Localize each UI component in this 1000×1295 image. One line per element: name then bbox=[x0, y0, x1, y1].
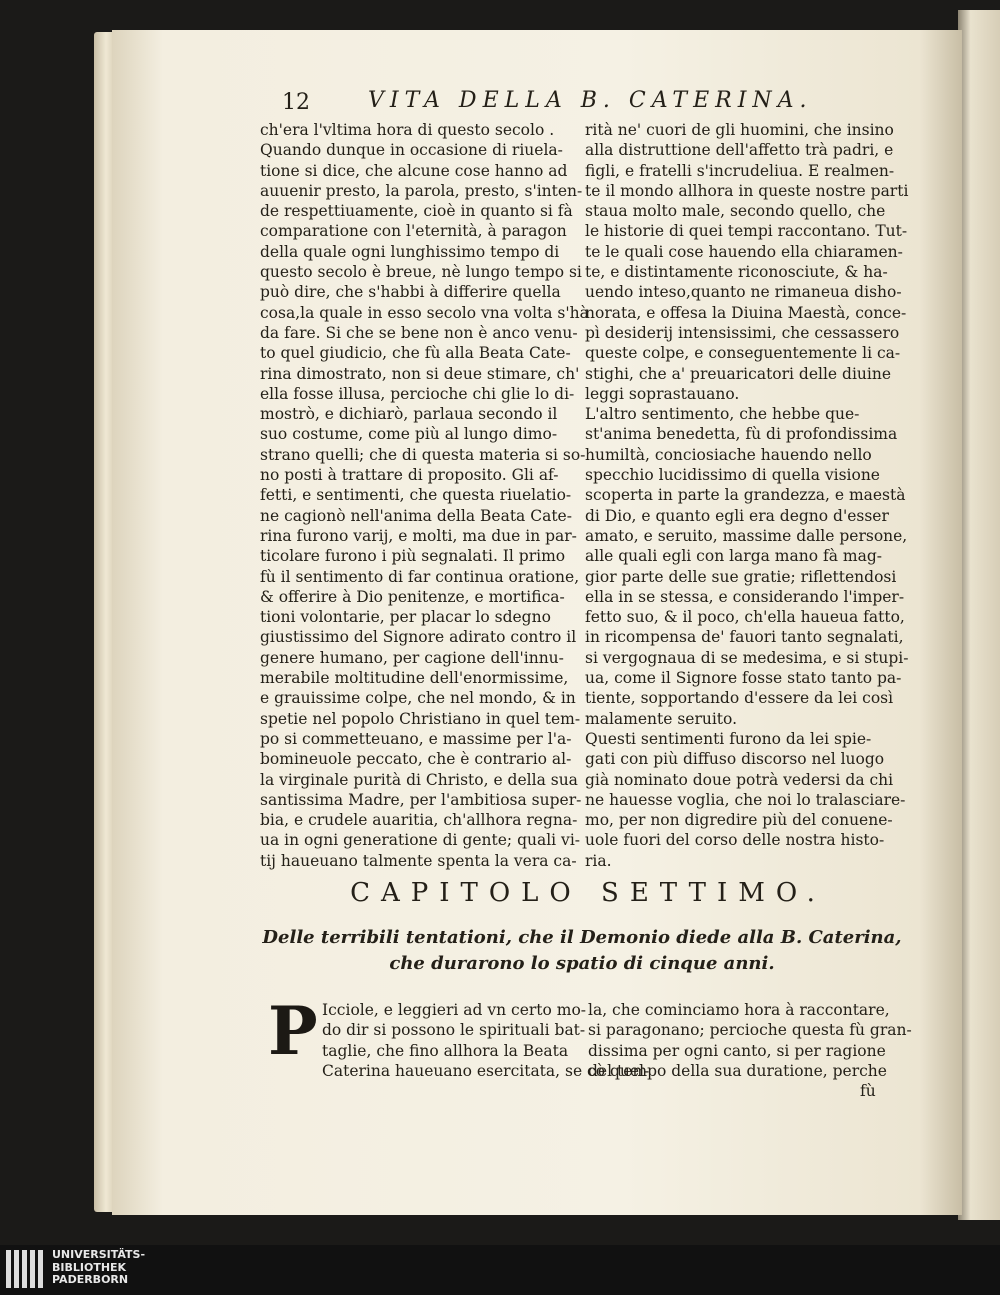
text-line: & offerire à Dio penitenze, e mortifica- bbox=[260, 587, 565, 606]
text-line: de respettiuamente, cioè in quanto si fà bbox=[260, 202, 573, 221]
library-line-2: BIBLIOTHEK bbox=[52, 1260, 127, 1274]
text-line: uole fuori del corso delle nostra histo- bbox=[585, 831, 885, 850]
text-line: la, che cominciamo hora à raccontare, bbox=[588, 1001, 890, 1019]
text-line: leggi soprastauano. bbox=[585, 384, 740, 403]
text-line: Questi sentimenti furono da lei spie- bbox=[585, 729, 872, 748]
running-title: VITA DELLA B. CATERINA. bbox=[368, 88, 813, 113]
text-line: santissima Madre, per l'ambitiosa super- bbox=[260, 790, 582, 809]
drop-cap: P bbox=[268, 992, 318, 1070]
facing-page-edge bbox=[958, 10, 1000, 1220]
text-line: la virginale purità di Christo, e della sua bbox=[260, 770, 578, 789]
text-line: fetti, e sentimenti, che questa riuelatio- bbox=[260, 486, 572, 505]
text-line: mostrò, e dichiarò, parlaua secondo il bbox=[260, 405, 558, 424]
text-line: bomineuole peccato, che è contrario al- bbox=[260, 750, 572, 769]
text-line: queste colpe, e conseguentemente li ca- bbox=[585, 344, 901, 363]
text-line: comparatione con l'eternità, à paragon bbox=[260, 222, 567, 241]
text-line: te, e distintamente riconosciute, & ha- bbox=[585, 263, 888, 282]
text-line: spetie nel popolo Christiano in quel tem- bbox=[260, 709, 581, 728]
text-line: do dir si possono le spirituali bat- bbox=[322, 1021, 586, 1040]
text-line: merabile moltitudine dell'enormissime, bbox=[260, 669, 569, 688]
text-line: amato, e seruito, massime dalle persone, bbox=[585, 526, 908, 545]
text-line: si paragonano; percioche questa fù gran- bbox=[588, 1021, 912, 1040]
text-line: ria. bbox=[585, 851, 612, 870]
text-line: rina furono varij, e molti, ma due in par- bbox=[260, 526, 577, 545]
text-line: può dire, che s'habbi à differire quella bbox=[260, 283, 561, 302]
text-line: rità ne' cuori de gli huomini, che insino bbox=[585, 121, 894, 139]
text-line: cosa,la quale in esso secolo vna volta s'hà bbox=[260, 303, 589, 322]
text-line: auuenir presto, la parola, presto, s'inten- bbox=[260, 181, 583, 200]
text-line: del tempo della sua duratione, perche bbox=[588, 1061, 887, 1080]
text-line: suo costume, come più al lungo dimo- bbox=[260, 425, 558, 444]
text-line: tione si dice, che alcune cose hanno ad bbox=[260, 161, 568, 180]
text-line: fù il sentimento di far continua oratione, bbox=[260, 567, 580, 586]
text-line: Quando dunque in occasione di riuela- bbox=[260, 141, 563, 160]
text-line: tioni volontarie, per placar lo sdegno bbox=[260, 608, 551, 627]
text-line: si vergognaua di se medesima, e si stupi- bbox=[585, 648, 909, 667]
text-line: uendo inteso,quanto ne rimaneua disho- bbox=[585, 283, 902, 302]
text-line: gior parte delle sue gratie; riflettendosi bbox=[585, 567, 897, 586]
library-name bbox=[52, 1249, 145, 1287]
text-line: bia, e crudele auaritia, ch'allhora regna- bbox=[260, 811, 578, 830]
text-line: scoperta in parte la grandezza, e maestà bbox=[585, 486, 906, 505]
library-line-1: UNIVERSITÄTS- bbox=[52, 1248, 146, 1261]
text-line: da fare. Si che se bene non è anco venu- bbox=[260, 323, 578, 342]
library-line-3: PADERBORN bbox=[52, 1273, 129, 1286]
text-line: to quel giudicio, che fù alla Beata Cate- bbox=[260, 344, 571, 363]
text-line: genere humano, per cagione dell'innu- bbox=[260, 648, 564, 667]
text-line: gati con più diffuso discorso nel luogo bbox=[585, 750, 885, 769]
bottom-right-text bbox=[588, 1000, 912, 1081]
text-line: norata, e offesa la Diuina Maestà, conce- bbox=[585, 303, 907, 322]
text-line: ella in se stessa, e considerando l'imper- bbox=[585, 587, 905, 606]
text-line: alla distruttione dell'affetto trà padri, e bbox=[585, 141, 894, 160]
text-line: staua molto male, secondo quello, che bbox=[585, 202, 886, 221]
text-line: strano quelli; che di questa materia si so- bbox=[260, 445, 586, 464]
text-line: humiltà, conciosiache hauendo nello bbox=[585, 445, 872, 464]
chapter-subtitle: Delle terribili tentationi, che il Demonio diede alla B. Caterina, che durarono lo spatio di cinque anni. bbox=[262, 927, 902, 974]
text-line: tiente, sopportando d'essere da lei così bbox=[585, 689, 894, 708]
text-line: specchio lucidissimo di quella visione bbox=[585, 466, 880, 485]
catchword: fù bbox=[860, 1082, 876, 1100]
text-line: rina dimostrato, non si deue stimare, ch' bbox=[260, 364, 580, 383]
text-line: te il mondo allhora in queste nostre parti bbox=[585, 181, 909, 200]
text-line: te le quali cose hauendo ella chiaramen- bbox=[585, 242, 903, 261]
text-line: no posti à trattare di proposito. Gli af- bbox=[260, 466, 559, 485]
page-number: 12 bbox=[282, 90, 310, 115]
text-line: pì desiderij intensissimi, che cessassero bbox=[585, 323, 900, 342]
text-line: mo, per non digredire più del conuene- bbox=[585, 811, 893, 830]
text-line: in ricompensa de' fauori tanto segnalati, bbox=[585, 628, 904, 647]
text-line: già nominato doue potrà vedersi da chi bbox=[585, 770, 894, 789]
text-line: ella fosse illusa, percioche chi glie lo di- bbox=[260, 384, 575, 403]
text-line: dissima per ogni canto, si per ragione bbox=[588, 1041, 886, 1060]
chapter-title: CAPITOLO SETTIMO. bbox=[350, 878, 826, 908]
text-line: ch'era l'vltima hora di questo secolo . bbox=[260, 121, 555, 139]
text-line: figli, e fratelli s'incrudeliua. E realmen- bbox=[585, 161, 895, 180]
text-line: di Dio, e quanto egli era degno d'esser bbox=[585, 506, 889, 525]
text-line: giustissimo del Signore adirato contro il bbox=[260, 628, 577, 647]
text-line: st'anima benedetta, fù di profondissima bbox=[585, 425, 898, 444]
text-line: fetto suo, & il poco, ch'ella haueua fatto, bbox=[585, 608, 905, 627]
left-column bbox=[260, 120, 589, 871]
text-line: le historie di quei tempi raccontano. Tut- bbox=[585, 222, 908, 241]
text-line: questo secolo è breue, nè lungo tempo si bbox=[260, 263, 582, 282]
text-line: Caterina haueuano esercitata, se cò quel- bbox=[322, 1061, 650, 1080]
text-line: alle quali egli con larga mano fà mag- bbox=[585, 547, 882, 566]
text-line: ticolare furono i più segnalati. Il primo bbox=[260, 547, 566, 566]
text-line: ne cagionò nell'anima della Beata Cate- bbox=[260, 506, 572, 525]
text-line: ne hauesse voglia, che noi lo tralasciare- bbox=[585, 790, 906, 809]
text-line: ua, come il Signore fosse stato tanto pa- bbox=[585, 669, 902, 688]
text-line: Icciole, e leggieri ad vn certo mo- bbox=[322, 1001, 587, 1019]
text-line: po si commetteuano, e massime per l'a- bbox=[260, 729, 572, 748]
right-column bbox=[585, 120, 908, 871]
text-line: L'altro sentimento, che hebbe que- bbox=[585, 405, 860, 424]
text-line: tij haueuano talmente spenta la vera ca- bbox=[260, 851, 577, 870]
text-line: taglie, che fino allhora la Beata bbox=[322, 1041, 569, 1060]
text-line: e grauissime colpe, che nel mondo, & in bbox=[260, 689, 576, 708]
library-footer bbox=[0, 1245, 1000, 1295]
text-line: malamente seruito. bbox=[585, 709, 738, 728]
text-line: della quale ogni lunghissimo tempo di bbox=[260, 242, 560, 261]
text-line: stighi, che a' preuaricatori delle diuine bbox=[585, 364, 892, 383]
text-line: ua in ogni generatione di gente; quali vi- bbox=[260, 831, 581, 850]
